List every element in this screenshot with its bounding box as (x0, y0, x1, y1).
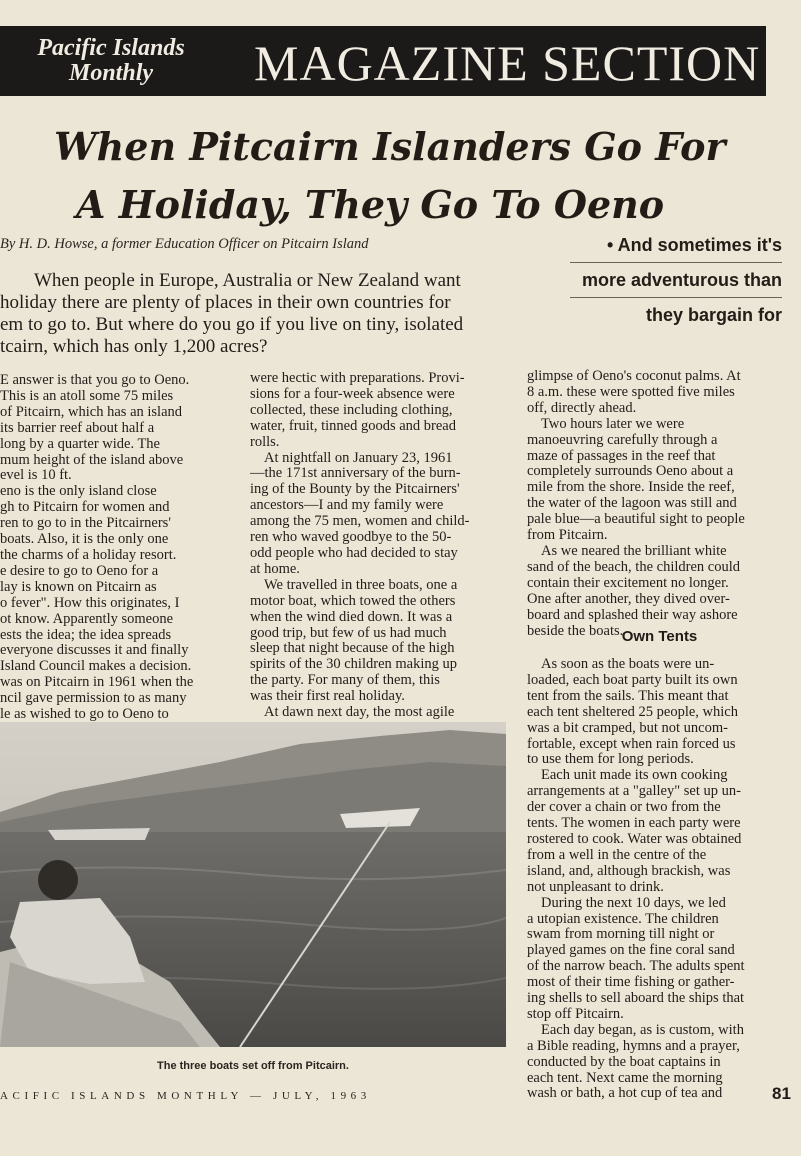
text-line: everyone discusses it and finally (0, 643, 189, 659)
text-line: the party. For many of them, this (250, 673, 440, 689)
text-line: e desire to go to Oeno for a (0, 563, 159, 579)
text-line: ren to go to in the Pitcairners' (0, 516, 171, 532)
text-line: We travelled in three boats, one a (264, 577, 458, 593)
text-line: water, fruit, tinned goods and bread (250, 418, 456, 434)
text-line: mile from the shore. Inside the reef, (527, 480, 735, 496)
text-line: at home. (250, 561, 300, 577)
text-line: fortable, except when rain forced us (527, 736, 736, 752)
text-line: sand of the beach, the children could (527, 559, 740, 575)
text-line: was on Pitcairn in 1961 when the (0, 675, 194, 691)
text-line: mum height of the island above (0, 452, 184, 468)
text-line: rolls. (250, 434, 280, 450)
text-line: ncil gave permission to as many (0, 691, 187, 707)
teaser-line: they bargain for (645, 305, 782, 325)
page-footer: ACIFIC ISLANDS MONTHLY — JULY, 1963 (0, 1090, 371, 1102)
text-line: most of their time fishing or gather- (527, 975, 735, 991)
text-line: ancestors—I and my family were (250, 498, 444, 514)
text-line: pale blue—a beautiful sight to people (527, 512, 745, 528)
body-column-2 (250, 371, 510, 737)
text-line: As soon as the boats were un- (541, 657, 715, 672)
subheading-own-tents: Own Tents (621, 628, 698, 645)
text-line: the water of the lagoon was still and (527, 496, 737, 512)
text-line: At dawn next day, the most agile (264, 705, 455, 721)
text-line: a utopian existence. The children (527, 911, 719, 927)
text-line: loaded, each boat party built its own (527, 672, 738, 688)
text-line: wash or bath, a hot cup of tea and (527, 1086, 723, 1102)
text-line: stop off Pitcairn. (527, 1006, 624, 1022)
text-line: to use them for long periods. (527, 752, 694, 768)
article-headline (54, 118, 754, 234)
text-line: each tent sheltered 25 people, which (527, 704, 738, 720)
text-line: odd people who had decided to stay (250, 545, 458, 561)
text-line: among the 75 men, women and child- (250, 514, 470, 530)
byline: By H. D. Howse, a former Education Officer on Pitcairn Island (0, 236, 369, 252)
body-column-1 (0, 373, 234, 739)
text-line: a Bible reading, hymns and a prayer, (527, 1038, 740, 1054)
text-line: the charms of a holiday resort. (0, 547, 177, 563)
text-line: sions for a four-week absence were (250, 386, 455, 402)
text-line: ing shells to sell aboard the ships that (527, 991, 745, 1007)
text-line: spirits of the 30 children making up (250, 657, 457, 673)
text-line: board and splashed their way ashore (527, 607, 738, 623)
text-line: At nightfall on January 23, 1961 (264, 450, 453, 466)
text-line: —the 171st anniversary of the burn- (250, 466, 461, 482)
text-line: One after another, they dived over- (527, 591, 730, 607)
text-line: each tent. Next came the morning (527, 1070, 723, 1086)
text-line: arrangements at a "galley" set up un- (527, 784, 741, 800)
text-line: lay is known on Pitcairn as (0, 579, 157, 595)
text-line: island, and, although brackish, was (527, 863, 731, 879)
text-line: ren who waved goodbye to the 50- (250, 530, 452, 546)
text-line: was their first real holiday. (250, 689, 405, 705)
text-line: E answer is that you go to Oeno. (0, 373, 190, 388)
text-line: Each unit made its own cooking (541, 768, 728, 784)
text-line: ests the idea; the idea spreads (0, 627, 172, 643)
text-line: motor boat, which towed the others (250, 593, 456, 609)
text-line: conducted by the boat captains in (527, 1054, 721, 1070)
publication-name (16, 36, 206, 86)
text-line: eno is the only island close (0, 484, 157, 500)
text-line: of the narrow beach. The adults spent (527, 959, 745, 975)
text-line: swam from morning till night or (527, 927, 715, 943)
text-line: tent from the sails. This meant that (527, 688, 729, 704)
page-number: 81 (772, 1084, 791, 1103)
intro-line: When people in Europe, Australia or New Zealand want (34, 270, 461, 291)
text-line: During the next 10 days, we led (541, 895, 726, 911)
photo-caption: The three boats set off from Pitcairn. (157, 1060, 349, 1072)
text-line: sleep that night because of the high (250, 641, 455, 657)
headline-line-2: A Holiday, They Go To Oeno (76, 182, 665, 227)
intro-line: holiday there are plenty of places in their own countries for (0, 292, 451, 313)
text-line: collected, these including clothing, (250, 402, 453, 418)
text-line: maze of passages in the reef that (527, 448, 716, 464)
text-line: beside the boats. (527, 623, 624, 639)
text-line: gh to Pitcairn for women and (0, 500, 170, 516)
text-line: from a well in the centre of the (527, 847, 707, 863)
body-column-3 (527, 369, 792, 639)
text-line: 8 a.m. these were spotted five miles (527, 384, 735, 400)
text-line: As we neared the brilliant white (541, 543, 727, 559)
text-line: rostered to cook. Water was obtained (527, 831, 742, 847)
text-line: This is an atoll some 75 miles (0, 388, 174, 404)
boats-photograph (0, 722, 506, 1047)
text-line: from Pitcairn. (527, 528, 608, 544)
text-line: of Pitcairn, which has an island (0, 404, 183, 420)
teaser-line: more adventurous than (570, 263, 782, 298)
intro-line: tcairn, which has only 1,200 acres? (0, 336, 268, 357)
text-line: Two hours later we were (541, 416, 685, 432)
intro-line: em to go to. But where do you go if you live on tiny, isolated (0, 314, 464, 335)
text-line: when the wind died down. It was a (250, 609, 453, 625)
text-line: contain their excitement no longer. (527, 575, 729, 591)
text-line: played games on the fine coral sand (527, 943, 735, 959)
teaser-line: • And sometimes it's (570, 228, 782, 263)
text-line: glimpse of Oeno's coconut palms. At (527, 369, 741, 384)
publication-line-2: Monthly (68, 60, 154, 86)
text-line: boats. Also, it is the only one (0, 532, 169, 548)
teaser-box (570, 228, 782, 332)
text-line: ing of the Bounty by the Pitcairners' (250, 482, 460, 498)
text-line: manoeuvring carefully through a (527, 432, 718, 448)
section-title: MAGAZINE SECTION (254, 35, 761, 91)
photo-image (0, 722, 506, 1047)
text-line: its barrier reef about half a (0, 420, 155, 436)
text-line: good trip, but few of us had much (250, 625, 447, 641)
text-line: tents. The women in each party were (527, 816, 741, 832)
text-line: not unpleasant to drink. (527, 879, 664, 895)
text-line: off, directly ahead. (527, 400, 637, 416)
text-line: le as wished to go to Oeno to (0, 707, 169, 723)
text-line: evel is 10 ft. (0, 468, 72, 484)
intro-paragraph (0, 270, 490, 358)
text-line: completely surrounds Oeno about a (527, 464, 734, 480)
section-banner (0, 26, 766, 96)
text-line: o fever". How this originates, I (0, 595, 180, 611)
text-line: Each day began, as is custom, with (541, 1022, 744, 1038)
body-column-3-continued (527, 657, 792, 1102)
publication-line-1: Pacific Islands (37, 35, 185, 61)
text-line: long by a quarter wide. The (0, 436, 160, 452)
text-line: ot know. Apparently someone (0, 611, 174, 627)
text-line: der cover a chain or two from the (527, 800, 721, 816)
text-line: was a bit cramped, but not uncom- (527, 720, 728, 736)
headline-line-1: When Pitcairn Islanders Go For (54, 124, 726, 169)
text-line: were hectic with preparations. Provi- (250, 371, 465, 386)
text-line: Island Council makes a decision. (0, 659, 192, 675)
